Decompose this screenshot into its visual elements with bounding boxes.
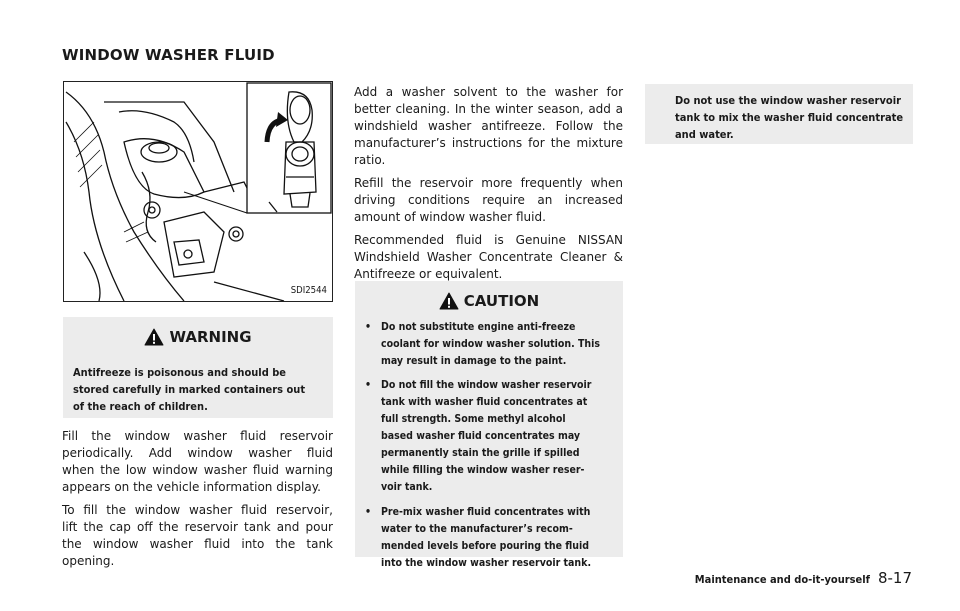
footer-section-label: Maintenance and do-it-yourself — [694, 573, 870, 586]
paragraph-line: Add a washer solvent to the washer for — [354, 85, 623, 99]
warning-line: of the reach of children. — [73, 400, 208, 413]
warning-line: Antifreeze is poisonous and should be — [73, 366, 287, 379]
caution-title: CAUTION — [463, 292, 540, 310]
warning-title: WARNING — [169, 328, 252, 346]
left-paragraph-1 — [62, 428, 333, 496]
middle-paragraph-1 — [354, 84, 623, 169]
bullet-line: may result in damage to the paint. — [381, 355, 567, 367]
warning-box — [63, 317, 333, 418]
paragraph-line: periodically. Add window washer fluid — [62, 446, 333, 460]
page-footer — [695, 569, 912, 587]
page-number: 8-17 — [877, 569, 912, 587]
washer-reservoir-illustration — [64, 82, 332, 301]
note-text — [675, 92, 905, 143]
paragraph-line: driving conditions require an increased — [354, 193, 623, 207]
paragraph-line: To fill the window washer fluid reservoir, — [62, 503, 333, 517]
paragraph-line: the window washer fluid into the tank — [62, 537, 333, 551]
note-box — [645, 84, 913, 144]
paragraph-line: windshield washer antifreeze. Follow the — [354, 119, 623, 133]
paragraph-line: when the low window washer fluid warning — [62, 463, 333, 477]
paragraph-line: opening. — [62, 554, 115, 568]
caution-header — [355, 291, 623, 311]
paragraph-line: Fill the window washer fluid reservoir — [62, 429, 333, 443]
bullet-line: Pre-mix washer fluid concentrates with — [381, 506, 591, 518]
bullet-line: Do not substitute engine anti-freeze — [381, 321, 576, 333]
paragraph-line: amount of window washer fluid. — [354, 210, 546, 224]
note-line: tank to mix the washer fluid concentrate — [675, 111, 904, 124]
bullet-line: coolant for window washer solution. This — [381, 338, 600, 350]
washer-reservoir-figure — [63, 81, 333, 302]
paragraph-line: Refill the reservoir more frequently when — [354, 176, 623, 190]
paragraph-line: lift the cap off the reservoir tank and pour — [62, 520, 333, 534]
paragraph-line: better cleaning. In the winter season, add a — [354, 102, 623, 116]
note-line: and water. — [675, 128, 734, 141]
caution-box — [355, 281, 623, 569]
bullet-line: voir tank. — [381, 481, 433, 493]
bullet-dot: • — [365, 321, 372, 333]
bullet-line: Do not fill the window washer reservoir — [381, 379, 592, 391]
bullet-line: full strength. Some methyl alcohol — [381, 413, 566, 425]
warning-triangle-icon — [439, 292, 459, 310]
bullet-dot: • — [365, 379, 372, 391]
middle-paragraph-3 — [354, 232, 623, 283]
warning-triangle-icon — [144, 328, 164, 346]
paragraph-line: Antifreeze or equivalent. — [354, 267, 503, 281]
paragraph-line: appears on the vehicle information display. — [62, 480, 321, 494]
bullet-line: water to the manufacturer’s recom- — [381, 523, 573, 535]
left-paragraph-2 — [62, 502, 333, 570]
section-title: WINDOW WASHER FLUID — [62, 46, 275, 64]
bullet-line: mended levels before pouring the fluid — [381, 540, 589, 552]
figure-code: SDI2544 — [290, 285, 327, 296]
bullet-line: into the window washer reservoir tank. — [381, 557, 592, 569]
paragraph-line: Windshield Washer Concentrate Cleaner & — [354, 250, 623, 264]
bullet-line: tank with washer fluid concentrates at — [381, 396, 588, 408]
note-line: Do not use the window washer reservoir — [675, 94, 901, 107]
warning-header — [63, 327, 333, 347]
warning-line: stored carefully in marked containers out — [73, 383, 306, 396]
paragraph-line: manufacturer’s instructions for the mixture — [354, 136, 623, 150]
warning-text — [73, 364, 323, 415]
bullet-dot: • — [365, 506, 372, 518]
bullet-line: based washer fluid concentrates may — [381, 430, 581, 442]
paragraph-line: ratio. — [354, 153, 386, 167]
middle-paragraph-2 — [354, 175, 623, 226]
bullet-line: permanently stain the grille if spilled — [381, 447, 580, 459]
paragraph-line: Recommended fluid is Genuine NISSAN — [354, 233, 623, 247]
bullet-line: while filling the window washer reser- — [381, 464, 585, 476]
